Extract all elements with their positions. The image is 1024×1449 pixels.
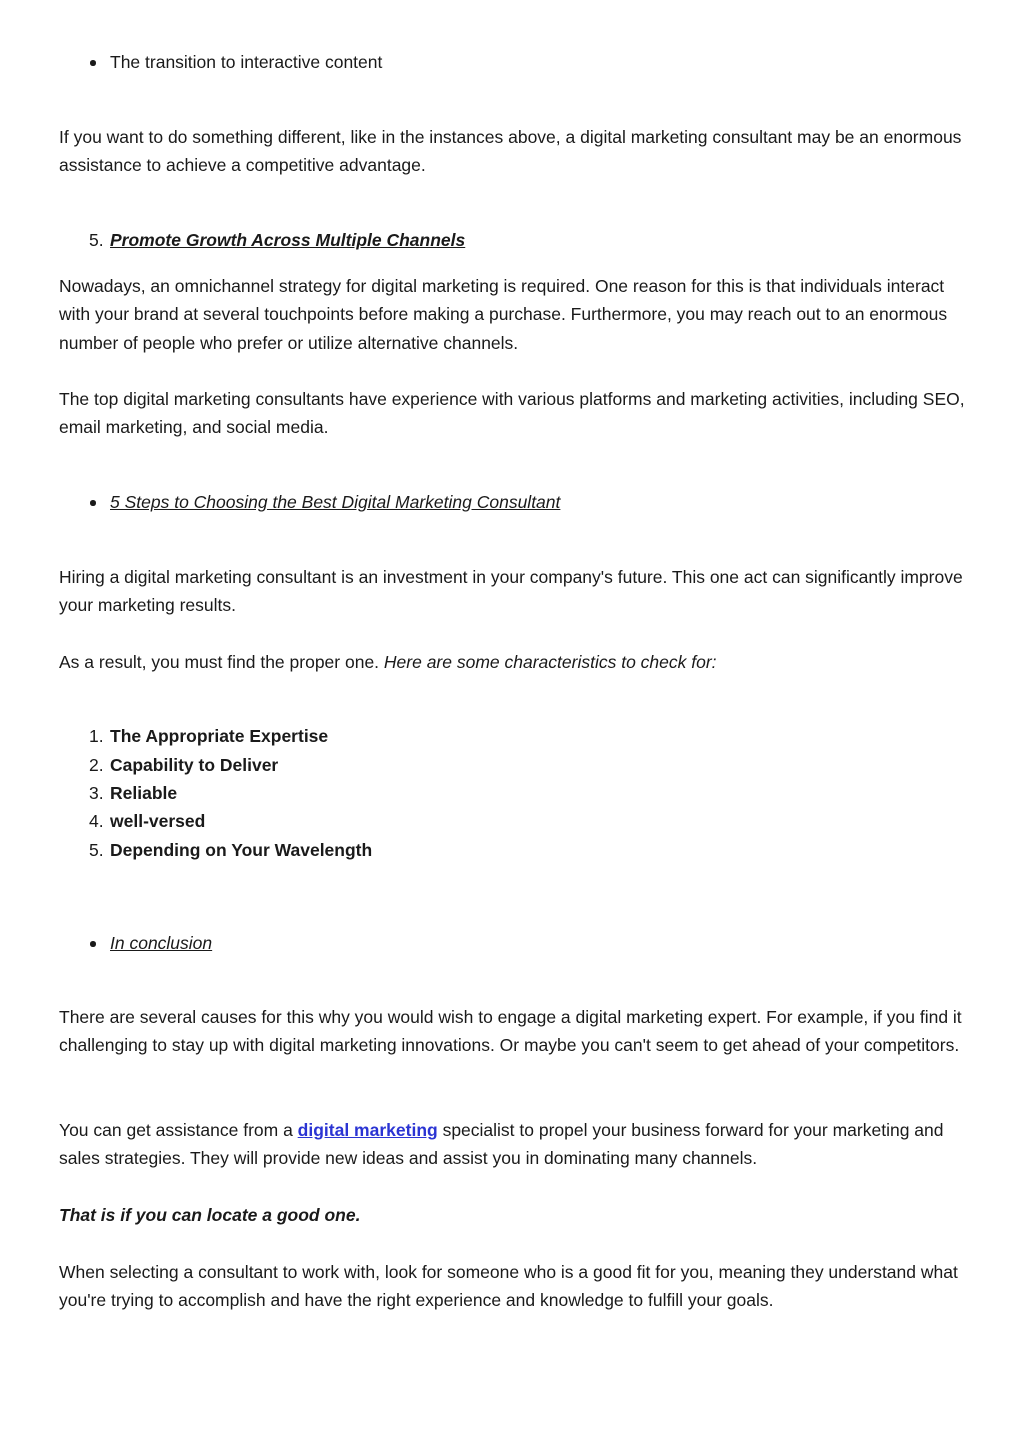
- characteristic-item: [89, 779, 178, 807]
- paragraph-selecting: When selecting a consultant to work with, look for someone who is a good fit for you, meaning they understand what you're trying to accomplish and have the right experience and knowledge to fulfill your goals.: [59, 1262, 958, 1311]
- characteristic-item: [89, 751, 279, 779]
- item-number: 1.: [89, 726, 104, 746]
- paragraph-locate-good-one: That is if you can locate a good one.: [59, 1205, 361, 1225]
- assist-before-text: You can get assistance from a: [59, 1120, 298, 1140]
- bullet-item-conclusion: [110, 929, 212, 957]
- item-label: The Appropriate Expertise: [110, 726, 329, 746]
- section-title: Promote Growth Across Multiple Channels: [110, 230, 466, 250]
- characteristic-item: [89, 836, 373, 864]
- paragraph-omnichannel: Nowadays, an omnichannel strategy for digital marketing is required. One reason for this is that individuals interact with your brand at several touchpoints before making a purchase. Furthermore, you may reach out to an enormous number of people who prefer or utilize alternative channels.: [59, 276, 948, 353]
- bullet-text: The transition to interactive content: [110, 52, 383, 72]
- bullet-dot: [90, 941, 96, 947]
- characteristic-item: [89, 807, 206, 835]
- bullet-item-steps-heading: [110, 488, 560, 516]
- section-5-heading: [89, 226, 466, 254]
- paragraph-causes: There are several causes for this why you would wish to engage a digital marketing expert. For example, if you find it challenging to stay up with digital marketing innovations. Or maybe you can't seem to get ahead of your competitors.: [59, 1007, 962, 1056]
- paragraph-hiring: Hiring a digital marketing consultant is an investment in your company's future. This one act can significantly improve your marketing results.: [59, 567, 963, 616]
- item-label: Capability to Deliver: [110, 755, 279, 775]
- steps-heading: 5 Steps to Choosing the Best Digital Marketing Consultant: [110, 492, 561, 512]
- paragraph-assistance: [59, 1116, 969, 1173]
- item-number: 2.: [89, 755, 104, 775]
- item-label: Depending on Your Wavelength: [110, 840, 373, 860]
- bullet-item-interactive-content: [110, 48, 382, 76]
- result-italic-text: Here are some characteristics to check for:: [383, 652, 717, 672]
- paragraph-something-different: If you want to do something different, like in the instances above, a digital marketing consultant may be an enormous assistance to achieve a competitive advantage.: [59, 127, 962, 176]
- bullet-dot: [90, 60, 96, 66]
- paragraph-as-a-result: [59, 648, 969, 676]
- characteristic-item: [89, 722, 329, 750]
- result-plain-text: As a result, you must find the proper one.: [59, 652, 384, 672]
- section-number: 5.: [89, 230, 104, 250]
- item-label: Reliable: [110, 783, 178, 803]
- item-number: 5.: [89, 840, 104, 860]
- digital-marketing-link[interactable]: digital marketing: [297, 1120, 438, 1140]
- assist-after-text: specialist to propel your business forward for your marketing and sales strategies. They will provide new ideas and assist you in dominating many channels.: [59, 1120, 944, 1169]
- conclusion-heading: In conclusion: [110, 933, 213, 953]
- paragraph-top-consultants: The top digital marketing consultants have experience with various platforms and marketing activities, including SEO, email marketing, and social media.: [59, 389, 965, 438]
- bullet-dot: [90, 500, 96, 506]
- item-number: 3.: [89, 783, 104, 803]
- item-number: 4.: [89, 811, 104, 831]
- item-label: well-versed: [110, 811, 206, 831]
